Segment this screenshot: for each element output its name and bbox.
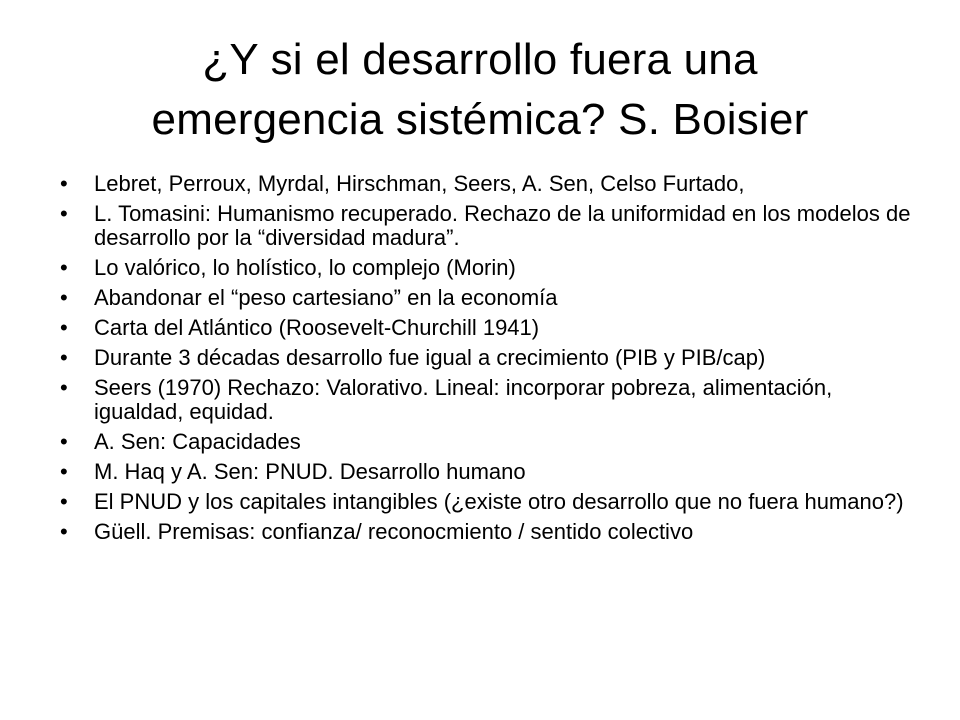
- bullet-text: El PNUD y los capitales intangibles (¿existe otro desarrollo que no fuera humano?): [94, 489, 904, 514]
- bullet-item: [60, 376, 920, 424]
- bullet-text: Abandonar el “peso cartesiano” en la economía: [94, 285, 558, 310]
- slide-title: [48, 30, 912, 150]
- bullet-text: Güell. Premisas: confianza/ reconocmiento / sentido colectivo: [94, 519, 694, 544]
- bullet-item: [60, 520, 920, 544]
- bullet-item: [60, 430, 920, 454]
- bullet-item: [60, 316, 920, 340]
- bullet-dot-icon: •: [60, 171, 68, 196]
- bullet-text: M. Haq y A. Sen: PNUD. Desarrollo humano: [94, 459, 526, 484]
- bullet-item: [60, 346, 920, 370]
- bullet-dot-icon: •: [60, 429, 68, 454]
- bullet-text: Carta del Atlántico (Roosevelt-Churchill 1941): [94, 315, 540, 340]
- bullet-text: A. Sen: Capacidades: [94, 429, 301, 454]
- bullet-dot-icon: •: [60, 285, 68, 310]
- bullet-item: [60, 172, 920, 196]
- bullet-list: [60, 172, 920, 550]
- bullet-text: Lebret, Perroux, Myrdal, Hirschman, Seers, A. Sen, Celso Furtado,: [94, 171, 745, 196]
- bullet-text: Durante 3 décadas desarrollo fue igual a crecimiento (PIB y PIB/cap): [94, 345, 766, 370]
- bullet-item: [60, 202, 920, 250]
- bullet-dot-icon: •: [60, 489, 68, 514]
- bullet-dot-icon: •: [60, 345, 68, 370]
- slide-title-line-1: ¿Y si el desarrollo fuera una: [202, 35, 758, 84]
- bullet-dot-icon: •: [60, 315, 68, 340]
- bullet-text: Seers (1970) Rechazo: Valorativo. Lineal: incorporar pobreza, alimentación, igualdad, equidad.: [94, 375, 833, 424]
- bullet-dot-icon: •: [60, 255, 68, 280]
- bullet-item: [60, 256, 920, 280]
- slide-title-line-2: emergencia sistémica? S. Boisier: [151, 95, 809, 144]
- bullet-item: [60, 490, 920, 514]
- bullet-dot-icon: •: [60, 375, 68, 400]
- bullet-text: L. Tomasini: Humanismo recuperado. Rechazo de la uniformidad en los modelos de desarrollo por la “diversidad madura”.: [94, 201, 911, 250]
- bullet-dot-icon: •: [60, 459, 68, 484]
- bullet-item: [60, 286, 920, 310]
- bullet-dot-icon: •: [60, 201, 68, 226]
- bullet-item: [60, 460, 920, 484]
- bullet-text: Lo valórico, lo holístico, lo complejo (Morin): [94, 255, 516, 280]
- bullet-dot-icon: •: [60, 519, 68, 544]
